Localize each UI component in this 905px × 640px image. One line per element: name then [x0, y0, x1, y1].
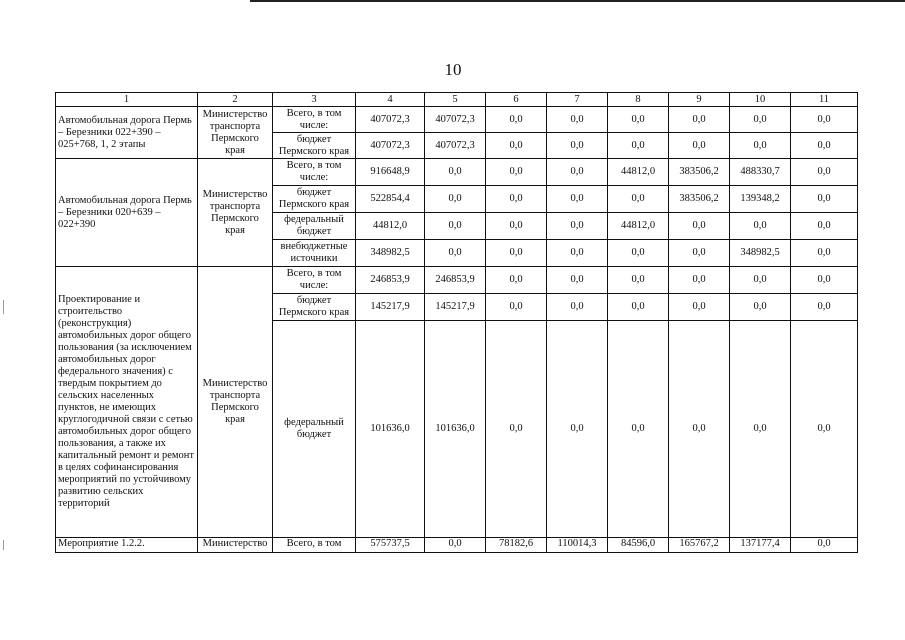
- amount-cell: 0,0: [669, 240, 730, 267]
- amount-cell: 0,0: [486, 186, 547, 213]
- amount-cell: 0,0: [486, 213, 547, 240]
- funding-source-cell: федеральный бюджет: [273, 213, 356, 240]
- amount-cell: 44812,0: [608, 213, 669, 240]
- amount-cell: 348982,5: [356, 240, 425, 267]
- amount-cell: 0,0: [486, 107, 547, 133]
- budget-table: [55, 92, 858, 553]
- program-name-cell: Проектирование и строительство (реконструкция) автомобильных дорог общего пользования (за исключением автомобильных дорог федерального значения) с твердым покрытием до сельских населенных пунктов, не имеющих круглогодичной связи с сетью автомобильных дорог общего пользования, а также их капитальный ремонт и ремонт в целях софинансирования мероприятий по устойчивому развитию сельских территорий: [56, 267, 198, 538]
- header-cell: 1: [56, 93, 198, 107]
- amount-cell: 110014,3: [547, 538, 608, 553]
- amount-cell: 101636,0: [356, 321, 425, 538]
- amount-cell: 0,0: [486, 267, 547, 294]
- table-row: [56, 107, 858, 133]
- program-name-cell: Автомобильная дорога Пермь – Березники 022+390 – 025+768, 1, 2 этапы: [56, 107, 198, 159]
- amount-cell: 0,0: [425, 240, 486, 267]
- header-cell: 8: [608, 93, 669, 107]
- amount-cell: 0,0: [791, 107, 858, 133]
- amount-cell: 137177,4: [730, 538, 791, 553]
- amount-cell: 0,0: [608, 240, 669, 267]
- amount-cell: 407072,3: [356, 107, 425, 133]
- amount-cell: 0,0: [547, 321, 608, 538]
- amount-cell: 488330,7: [730, 159, 791, 186]
- amount-cell: 44812,0: [356, 213, 425, 240]
- amount-cell: 44812,0: [608, 159, 669, 186]
- amount-cell: 0,0: [486, 240, 547, 267]
- funding-source-cell: бюджет Пермского края: [273, 294, 356, 321]
- amount-cell: 0,0: [730, 321, 791, 538]
- header-cell: 4: [356, 93, 425, 107]
- amount-cell: 139348,2: [730, 186, 791, 213]
- amount-cell: 522854,4: [356, 186, 425, 213]
- amount-cell: 0,0: [669, 267, 730, 294]
- amount-cell: 0,0: [669, 133, 730, 159]
- amount-cell: 0,0: [730, 213, 791, 240]
- header-cell: 10: [730, 93, 791, 107]
- program-name-cell: Автомобильная дорога Пермь – Березники 020+639 – 022+390: [56, 159, 198, 267]
- executor-cell: Министерство: [198, 538, 273, 553]
- amount-cell: 0,0: [547, 294, 608, 321]
- header-row: [56, 93, 858, 107]
- amount-cell: 407072,3: [425, 107, 486, 133]
- header-cell: 7: [547, 93, 608, 107]
- header-cell: 6: [486, 93, 547, 107]
- amount-cell: 0,0: [608, 267, 669, 294]
- amount-cell: 407072,3: [425, 133, 486, 159]
- amount-cell: 383506,2: [669, 159, 730, 186]
- amount-cell: 0,0: [547, 159, 608, 186]
- top-border-line: [250, 0, 905, 2]
- funding-source-cell: внебюджетные источники: [273, 240, 356, 267]
- amount-cell: 0,0: [547, 186, 608, 213]
- amount-cell: 246853,9: [425, 267, 486, 294]
- amount-cell: 0,0: [791, 186, 858, 213]
- amount-cell: 0,0: [547, 267, 608, 294]
- amount-cell: 0,0: [791, 267, 858, 294]
- page-number: 10: [444, 60, 462, 79]
- amount-cell: 145217,9: [425, 294, 486, 321]
- amount-cell: 0,0: [791, 213, 858, 240]
- funding-source-cell: бюджет Пермского края: [273, 186, 356, 213]
- funding-source-cell: Всего, в том числе:: [273, 267, 356, 294]
- amount-cell: 145217,9: [356, 294, 425, 321]
- amount-cell: 0,0: [486, 294, 547, 321]
- funding-source-cell: бюджет Пермского края: [273, 133, 356, 159]
- funding-source-cell: Всего, в том числе:: [273, 159, 356, 186]
- amount-cell: 348982,5: [730, 240, 791, 267]
- amount-cell: 0,0: [791, 133, 858, 159]
- scan-margin-mark: [3, 300, 4, 314]
- amount-cell: 0,0: [425, 213, 486, 240]
- amount-cell: 0,0: [425, 538, 486, 553]
- amount-cell: 0,0: [608, 294, 669, 321]
- amount-cell: 84596,0: [608, 538, 669, 553]
- table-row: [56, 267, 858, 294]
- amount-cell: 407072,3: [356, 133, 425, 159]
- program-name-cell: Мероприятие 1.2.2.: [56, 538, 198, 553]
- amount-cell: 575737,5: [356, 538, 425, 553]
- amount-cell: 0,0: [486, 159, 547, 186]
- amount-cell: 0,0: [486, 133, 547, 159]
- amount-cell: 0,0: [486, 321, 547, 538]
- funding-source-cell: Всего, в том числе:: [273, 107, 356, 133]
- table-row: [56, 159, 858, 186]
- amount-cell: 916648,9: [356, 159, 425, 186]
- funding-source-cell: федеральный бюджет: [273, 321, 356, 538]
- amount-cell: 78182,6: [486, 538, 547, 553]
- amount-cell: 0,0: [547, 240, 608, 267]
- amount-cell: 0,0: [547, 107, 608, 133]
- amount-cell: 0,0: [425, 186, 486, 213]
- amount-cell: 246853,9: [356, 267, 425, 294]
- executor-cell: Министерство транспорта Пермского края: [198, 267, 273, 538]
- amount-cell: 0,0: [791, 294, 858, 321]
- amount-cell: 0,0: [608, 186, 669, 213]
- amount-cell: 0,0: [669, 107, 730, 133]
- header-cell: 5: [425, 93, 486, 107]
- table-row: [56, 538, 858, 553]
- amount-cell: 0,0: [425, 159, 486, 186]
- scan-margin-mark: [3, 540, 4, 550]
- amount-cell: 0,0: [730, 133, 791, 159]
- amount-cell: 101636,0: [425, 321, 486, 538]
- header-cell: 3: [273, 93, 356, 107]
- amount-cell: 0,0: [608, 133, 669, 159]
- amount-cell: 0,0: [608, 107, 669, 133]
- executor-cell: Министерство транспорта Пермского края: [198, 159, 273, 267]
- amount-cell: 0,0: [669, 321, 730, 538]
- amount-cell: 0,0: [669, 213, 730, 240]
- amount-cell: 165767,2: [669, 538, 730, 553]
- header-cell: 2: [198, 93, 273, 107]
- amount-cell: 0,0: [547, 213, 608, 240]
- funding-source-cell: Всего, в том: [273, 538, 356, 553]
- header-cell: 11: [791, 93, 858, 107]
- amount-cell: 383506,2: [669, 186, 730, 213]
- amount-cell: 0,0: [730, 294, 791, 321]
- header-cell: 9: [669, 93, 730, 107]
- amount-cell: 0,0: [791, 538, 858, 553]
- amount-cell: 0,0: [730, 107, 791, 133]
- amount-cell: 0,0: [547, 133, 608, 159]
- amount-cell: 0,0: [791, 321, 858, 538]
- amount-cell: 0,0: [791, 240, 858, 267]
- amount-cell: 0,0: [608, 321, 669, 538]
- amount-cell: 0,0: [669, 294, 730, 321]
- amount-cell: 0,0: [730, 267, 791, 294]
- executor-cell: Министерство транспорта Пермского края: [198, 107, 273, 159]
- amount-cell: 0,0: [791, 159, 858, 186]
